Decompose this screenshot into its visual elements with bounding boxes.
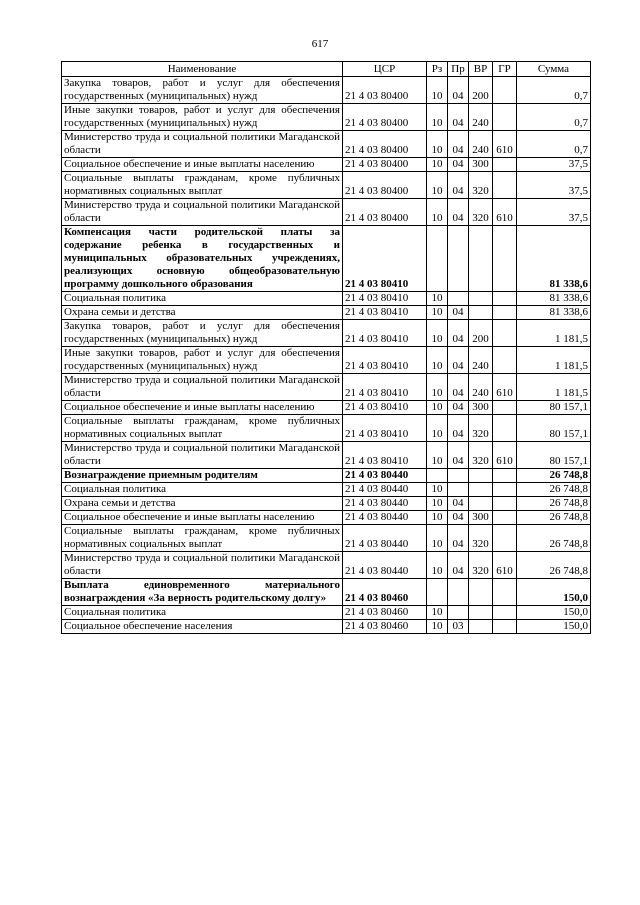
cell-name: Социальные выплаты гражданам, кроме публичных нормативных социальных выплат <box>62 525 343 552</box>
cell-rz <box>427 579 448 606</box>
table-row <box>62 525 591 552</box>
table-row <box>62 606 591 620</box>
cell-gr <box>493 606 517 620</box>
cell-sum: 26 748,8 <box>517 552 591 579</box>
header-vr: ВР <box>469 62 493 77</box>
cell-gr <box>493 469 517 483</box>
cell-vr: 320 <box>469 525 493 552</box>
cell-sum: 26 748,8 <box>517 497 591 511</box>
cell-gr <box>493 483 517 497</box>
cell-sum: 0,7 <box>517 104 591 131</box>
header-gr: ГР <box>493 62 517 77</box>
cell-pr: 04 <box>448 374 469 401</box>
cell-rz: 10 <box>427 158 448 172</box>
cell-vr <box>469 620 493 634</box>
cell-sum: 81 338,6 <box>517 306 591 320</box>
cell-pr <box>448 483 469 497</box>
header-pr: Пр <box>448 62 469 77</box>
header-rz: Рз <box>427 62 448 77</box>
cell-gr: 610 <box>493 131 517 158</box>
cell-name: Министерство труда и социальной политики Магаданской области <box>62 552 343 579</box>
cell-csr: 21 4 03 80460 <box>343 606 427 620</box>
cell-rz: 10 <box>427 401 448 415</box>
cell-pr: 04 <box>448 415 469 442</box>
cell-vr: 300 <box>469 511 493 525</box>
cell-pr: 04 <box>448 320 469 347</box>
cell-vr: 320 <box>469 172 493 199</box>
table-row <box>62 320 591 347</box>
cell-name: Министерство труда и социальной политики Магаданской области <box>62 442 343 469</box>
cell-csr: 21 4 03 80440 <box>343 511 427 525</box>
cell-sum: 150,0 <box>517 606 591 620</box>
cell-gr <box>493 104 517 131</box>
cell-csr: 21 4 03 80410 <box>343 415 427 442</box>
table-row <box>62 620 591 634</box>
cell-rz: 10 <box>427 131 448 158</box>
cell-name: Выплата единовременного материального вознаграждения «За верность родительскому долгу» <box>62 579 343 606</box>
cell-vr: 240 <box>469 347 493 374</box>
cell-rz: 10 <box>427 620 448 634</box>
cell-csr: 21 4 03 80410 <box>343 226 427 292</box>
cell-pr: 04 <box>448 525 469 552</box>
cell-vr: 300 <box>469 158 493 172</box>
cell-name: Социальные выплаты гражданам, кроме публичных нормативных социальных выплат <box>62 172 343 199</box>
cell-pr: 04 <box>448 552 469 579</box>
cell-name: Иные закупки товаров, работ и услуг для обеспечения государственных (муниципальных) нужд <box>62 347 343 374</box>
cell-csr: 21 4 03 80410 <box>343 292 427 306</box>
cell-csr: 21 4 03 80410 <box>343 306 427 320</box>
cell-pr <box>448 606 469 620</box>
cell-gr <box>493 620 517 634</box>
cell-vr: 320 <box>469 552 493 579</box>
budget-table <box>61 61 591 634</box>
cell-pr: 04 <box>448 347 469 374</box>
cell-rz: 10 <box>427 497 448 511</box>
cell-name: Иные закупки товаров, работ и услуг для обеспечения государственных (муниципальных) нужд <box>62 104 343 131</box>
cell-csr: 21 4 03 80440 <box>343 483 427 497</box>
cell-rz: 10 <box>427 374 448 401</box>
cell-csr: 21 4 03 80400 <box>343 77 427 104</box>
table-row <box>62 347 591 374</box>
cell-rz: 10 <box>427 552 448 579</box>
cell-vr: 240 <box>469 131 493 158</box>
cell-rz: 10 <box>427 483 448 497</box>
cell-rz: 10 <box>427 306 448 320</box>
cell-rz <box>427 226 448 292</box>
table-body <box>62 77 591 634</box>
cell-pr: 04 <box>448 442 469 469</box>
table-row <box>62 401 591 415</box>
cell-gr <box>493 415 517 442</box>
cell-gr: 610 <box>493 552 517 579</box>
cell-name: Министерство труда и социальной политики Магаданской области <box>62 199 343 226</box>
cell-pr: 04 <box>448 511 469 525</box>
cell-sum: 26 748,8 <box>517 511 591 525</box>
cell-csr: 21 4 03 80440 <box>343 525 427 552</box>
cell-rz: 10 <box>427 606 448 620</box>
cell-name: Закупка товаров, работ и услуг для обеспечения государственных (муниципальных) нужд <box>62 77 343 104</box>
table-row <box>62 469 591 483</box>
cell-pr <box>448 579 469 606</box>
cell-name: Социальное обеспечение и иные выплаты населению <box>62 401 343 415</box>
cell-rz: 10 <box>427 511 448 525</box>
cell-name: Социальная политика <box>62 292 343 306</box>
cell-vr: 240 <box>469 104 493 131</box>
cell-rz: 10 <box>427 525 448 552</box>
cell-vr <box>469 306 493 320</box>
cell-gr <box>493 401 517 415</box>
cell-sum: 150,0 <box>517 620 591 634</box>
cell-pr <box>448 469 469 483</box>
cell-pr: 04 <box>448 199 469 226</box>
cell-sum: 26 748,8 <box>517 525 591 552</box>
cell-vr <box>469 497 493 511</box>
cell-csr: 21 4 03 80410 <box>343 401 427 415</box>
cell-csr: 21 4 03 80460 <box>343 579 427 606</box>
cell-csr: 21 4 03 80410 <box>343 347 427 374</box>
cell-name: Вознаграждение приемным родителям <box>62 469 343 483</box>
page-number: 617 <box>311 38 329 50</box>
table-row <box>62 552 591 579</box>
cell-vr: 320 <box>469 415 493 442</box>
cell-rz: 10 <box>427 172 448 199</box>
cell-name: Министерство труда и социальной политики Магаданской области <box>62 131 343 158</box>
cell-gr <box>493 77 517 104</box>
cell-pr: 03 <box>448 620 469 634</box>
table-row <box>62 374 591 401</box>
cell-gr <box>493 497 517 511</box>
cell-rz: 10 <box>427 415 448 442</box>
cell-csr: 21 4 03 80440 <box>343 552 427 579</box>
cell-csr: 21 4 03 80440 <box>343 497 427 511</box>
cell-sum: 37,5 <box>517 172 591 199</box>
cell-pr <box>448 292 469 306</box>
cell-name: Компенсация части родительской платы за содержание ребенка в государственных и муниципальных образовательных учреждениях, реализующих основную общеобразовательную программу дошкольного образования <box>62 226 343 292</box>
cell-sum: 26 748,8 <box>517 483 591 497</box>
cell-rz: 10 <box>427 292 448 306</box>
table-row <box>62 579 591 606</box>
cell-pr: 04 <box>448 497 469 511</box>
cell-pr: 04 <box>448 77 469 104</box>
cell-csr: 21 4 03 80400 <box>343 199 427 226</box>
table-row <box>62 199 591 226</box>
header-sum: Сумма <box>517 62 591 77</box>
cell-vr: 300 <box>469 401 493 415</box>
cell-pr: 04 <box>448 172 469 199</box>
table-row <box>62 226 591 292</box>
cell-rz <box>427 469 448 483</box>
cell-vr: 200 <box>469 77 493 104</box>
cell-vr <box>469 292 493 306</box>
cell-rz: 10 <box>427 347 448 374</box>
cell-sum: 37,5 <box>517 199 591 226</box>
cell-sum: 26 748,8 <box>517 469 591 483</box>
cell-csr: 21 4 03 80460 <box>343 620 427 634</box>
cell-sum: 80 157,1 <box>517 415 591 442</box>
cell-pr <box>448 226 469 292</box>
table-row <box>62 292 591 306</box>
cell-pr: 04 <box>448 158 469 172</box>
cell-name: Охрана семьи и детства <box>62 497 343 511</box>
table-row <box>62 131 591 158</box>
cell-gr <box>493 158 517 172</box>
cell-gr: 610 <box>493 199 517 226</box>
cell-vr <box>469 579 493 606</box>
cell-name: Министерство труда и социальной политики Магаданской области <box>62 374 343 401</box>
cell-sum: 80 157,1 <box>517 401 591 415</box>
cell-gr: 610 <box>493 442 517 469</box>
header-name: Наименование <box>62 62 343 77</box>
cell-name: Охрана семьи и детства <box>62 306 343 320</box>
table-row <box>62 158 591 172</box>
cell-name: Закупка товаров, работ и услуг для обеспечения государственных (муниципальных) нужд <box>62 320 343 347</box>
cell-vr <box>469 469 493 483</box>
cell-gr: 610 <box>493 374 517 401</box>
cell-name: Социальные выплаты гражданам, кроме публичных нормативных социальных выплат <box>62 415 343 442</box>
cell-gr <box>493 292 517 306</box>
cell-gr <box>493 525 517 552</box>
cell-sum: 81 338,6 <box>517 292 591 306</box>
cell-vr: 240 <box>469 374 493 401</box>
cell-vr: 320 <box>469 442 493 469</box>
cell-vr <box>469 606 493 620</box>
cell-sum: 81 338,6 <box>517 226 591 292</box>
cell-gr <box>493 226 517 292</box>
table-row <box>62 415 591 442</box>
table-row <box>62 104 591 131</box>
cell-sum: 150,0 <box>517 579 591 606</box>
table-row <box>62 497 591 511</box>
cell-gr <box>493 320 517 347</box>
cell-csr: 21 4 03 80410 <box>343 374 427 401</box>
cell-sum: 0,7 <box>517 131 591 158</box>
cell-gr <box>493 306 517 320</box>
cell-rz: 10 <box>427 442 448 469</box>
table-row <box>62 172 591 199</box>
cell-rz: 10 <box>427 104 448 131</box>
cell-vr: 200 <box>469 320 493 347</box>
cell-csr: 21 4 03 80410 <box>343 320 427 347</box>
cell-sum: 1 181,5 <box>517 347 591 374</box>
cell-sum: 0,7 <box>517 77 591 104</box>
cell-csr: 21 4 03 80400 <box>343 158 427 172</box>
cell-pr: 04 <box>448 306 469 320</box>
cell-csr: 21 4 03 80410 <box>343 442 427 469</box>
cell-pr: 04 <box>448 104 469 131</box>
table-row <box>62 483 591 497</box>
cell-pr: 04 <box>448 401 469 415</box>
table-row <box>62 306 591 320</box>
cell-csr: 21 4 03 80400 <box>343 131 427 158</box>
cell-vr <box>469 483 493 497</box>
cell-rz: 10 <box>427 77 448 104</box>
header-csr: ЦСР <box>343 62 427 77</box>
cell-gr <box>493 579 517 606</box>
cell-csr: 21 4 03 80400 <box>343 104 427 131</box>
cell-csr: 21 4 03 80400 <box>343 172 427 199</box>
cell-gr <box>493 172 517 199</box>
cell-rz: 10 <box>427 320 448 347</box>
cell-sum: 1 181,5 <box>517 374 591 401</box>
cell-name: Социальная политика <box>62 606 343 620</box>
cell-sum: 1 181,5 <box>517 320 591 347</box>
cell-name: Социальная политика <box>62 483 343 497</box>
table-row <box>62 442 591 469</box>
cell-csr: 21 4 03 80440 <box>343 469 427 483</box>
cell-vr <box>469 226 493 292</box>
cell-sum: 37,5 <box>517 158 591 172</box>
header-row <box>62 62 591 77</box>
cell-name: Социальное обеспечение населения <box>62 620 343 634</box>
cell-name: Социальное обеспечение и иные выплаты населению <box>62 158 343 172</box>
cell-vr: 320 <box>469 199 493 226</box>
cell-pr: 04 <box>448 131 469 158</box>
table-row <box>62 511 591 525</box>
cell-gr <box>493 347 517 374</box>
table-row <box>62 77 591 104</box>
cell-rz: 10 <box>427 199 448 226</box>
cell-sum: 80 157,1 <box>517 442 591 469</box>
cell-name: Социальное обеспечение и иные выплаты населению <box>62 511 343 525</box>
cell-gr <box>493 511 517 525</box>
